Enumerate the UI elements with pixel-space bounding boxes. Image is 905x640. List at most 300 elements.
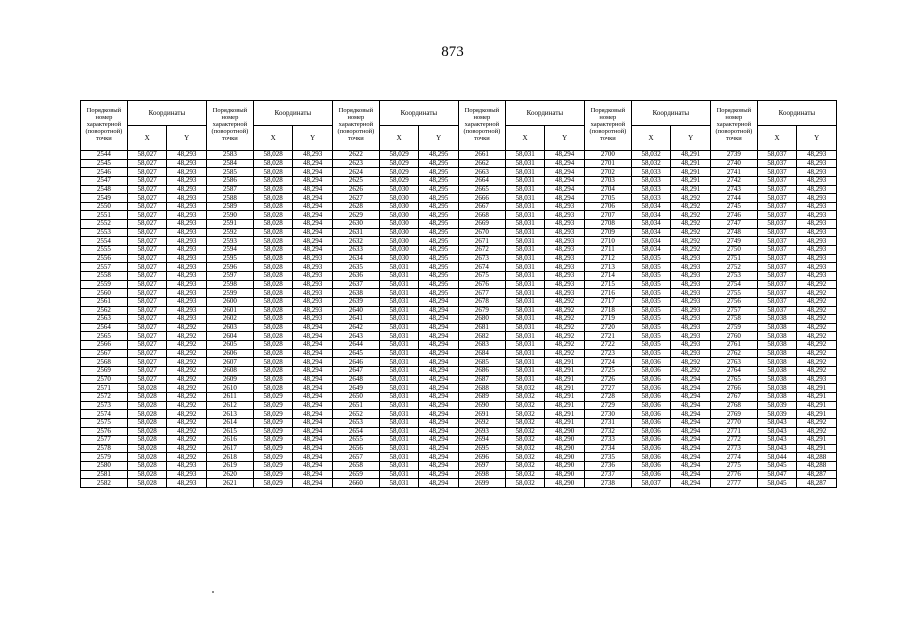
- point-number-cell: 2675: [458, 271, 505, 280]
- x-cell: 58,031: [505, 228, 545, 237]
- y-cell: 48,294: [419, 375, 459, 384]
- y-cell: 48,293: [167, 185, 207, 194]
- y-header: Y: [671, 126, 711, 151]
- x-cell: 58,031: [505, 341, 545, 350]
- y-cell: 48,294: [293, 418, 333, 427]
- point-number-cell: 2699: [458, 479, 505, 488]
- x-cell: 58,036: [631, 427, 671, 436]
- table-row: [81, 220, 837, 229]
- y-cell: 48,293: [167, 306, 207, 315]
- x-cell: 58,037: [757, 289, 797, 298]
- point-number-cell: 2744: [710, 194, 757, 203]
- y-cell: 48,295: [419, 263, 459, 272]
- y-cell: 48,292: [797, 427, 837, 436]
- x-cell: 58,030: [379, 211, 419, 220]
- point-number-cell: 2556: [81, 254, 128, 263]
- y-cell: 48,292: [797, 306, 837, 315]
- x-cell: 58,038: [757, 375, 797, 384]
- point-number-cell: 2593: [206, 237, 253, 246]
- point-number-cell: 2582: [81, 479, 128, 488]
- point-number-cell: 2692: [458, 418, 505, 427]
- y-cell: 48,294: [545, 194, 585, 203]
- x-cell: 58,027: [127, 280, 167, 289]
- y-cell: 48,293: [671, 349, 711, 358]
- point-number-cell: 2622: [332, 151, 379, 160]
- x-cell: 58,031: [505, 159, 545, 168]
- y-cell: 48,294: [419, 427, 459, 436]
- point-number-cell: 2728: [584, 392, 631, 401]
- y-cell: 48,294: [671, 444, 711, 453]
- y-cell: 48,294: [293, 375, 333, 384]
- point-number-cell: 2546: [81, 168, 128, 177]
- y-cell: 48,292: [167, 401, 207, 410]
- y-cell: 48,293: [671, 306, 711, 315]
- point-number-cell: 2653: [332, 418, 379, 427]
- y-cell: 48,294: [671, 453, 711, 462]
- y-cell: 48,294: [419, 470, 459, 479]
- x-cell: 58,029: [253, 427, 293, 436]
- point-number-cell: 2555: [81, 246, 128, 255]
- point-number-cell: 2646: [332, 358, 379, 367]
- y-cell: 48,294: [419, 392, 459, 401]
- point-number-cell: 2563: [81, 315, 128, 324]
- x-cell: 58,031: [379, 462, 419, 471]
- point-number-cell: 2551: [81, 211, 128, 220]
- point-number-cell: 2560: [81, 289, 128, 298]
- y-cell: 48,291: [797, 436, 837, 445]
- y-cell: 48,295: [419, 246, 459, 255]
- y-cell: 48,293: [797, 151, 837, 160]
- point-number-cell: 2703: [584, 176, 631, 185]
- point-number-cell: 2636: [332, 271, 379, 280]
- x-cell: 58,036: [631, 410, 671, 419]
- point-number-cell: 2731: [584, 418, 631, 427]
- point-number-cell: 2669: [458, 220, 505, 229]
- point-number-cell: 2651: [332, 401, 379, 410]
- x-cell: 58,037: [757, 185, 797, 194]
- table-row: [81, 427, 837, 436]
- point-number-cell: 2632: [332, 237, 379, 246]
- y-cell: 48,291: [545, 358, 585, 367]
- x-cell: 58,028: [127, 453, 167, 462]
- point-number-cell: 2732: [584, 427, 631, 436]
- y-cell: 48,295: [419, 168, 459, 177]
- point-number-cell: 2649: [332, 384, 379, 393]
- y-cell: 48,293: [797, 220, 837, 229]
- point-number-cell: 2722: [584, 341, 631, 350]
- y-cell: 48,294: [419, 384, 459, 393]
- point-number-cell: 2599: [206, 289, 253, 298]
- x-cell: 58,030: [379, 237, 419, 246]
- y-cell: 48,293: [167, 151, 207, 160]
- y-cell: 48,292: [671, 220, 711, 229]
- table-row: [81, 436, 837, 445]
- point-number-cell: 2544: [81, 151, 128, 160]
- point-number-cell: 2774: [710, 453, 757, 462]
- point-number-cell: 2756: [710, 297, 757, 306]
- point-number-cell: 2687: [458, 375, 505, 384]
- x-header: X: [127, 126, 167, 151]
- x-cell: 58,031: [379, 392, 419, 401]
- x-cell: 58,031: [379, 436, 419, 445]
- point-number-cell: 2682: [458, 332, 505, 341]
- x-cell: 58,032: [505, 418, 545, 427]
- y-cell: 48,294: [293, 410, 333, 419]
- y-cell: 48,292: [671, 237, 711, 246]
- point-number-cell: 2569: [81, 367, 128, 376]
- point-number-cell: 2561: [81, 297, 128, 306]
- table-row: [81, 159, 837, 168]
- point-number-cell: 2691: [458, 410, 505, 419]
- x-cell: 58,035: [631, 323, 671, 332]
- x-cell: 58,031: [379, 263, 419, 272]
- x-cell: 58,037: [757, 271, 797, 280]
- point-number-cell: 2624: [332, 168, 379, 177]
- y-cell: 48,294: [671, 375, 711, 384]
- y-cell: 48,287: [797, 479, 837, 488]
- x-cell: 58,028: [253, 263, 293, 272]
- x-cell: 58,027: [127, 323, 167, 332]
- point-number-cell: 2611: [206, 392, 253, 401]
- y-cell: 48,294: [419, 453, 459, 462]
- x-cell: 58,027: [127, 176, 167, 185]
- x-cell: 58,029: [253, 418, 293, 427]
- y-cell: 48,291: [797, 444, 837, 453]
- x-cell: 58,035: [631, 280, 671, 289]
- point-number-cell: 2664: [458, 176, 505, 185]
- point-number-cell: 2754: [710, 280, 757, 289]
- point-number-cell: 2628: [332, 202, 379, 211]
- y-cell: 48,292: [671, 202, 711, 211]
- y-cell: 48,292: [797, 332, 837, 341]
- point-number-cell: 2584: [206, 159, 253, 168]
- point-number-cell: 2696: [458, 453, 505, 462]
- point-number-cell: 2750: [710, 246, 757, 255]
- point-number-cell: 2700: [584, 151, 631, 160]
- point-number-cell: 2749: [710, 237, 757, 246]
- point-number-cell: 2724: [584, 358, 631, 367]
- x-cell: 58,031: [379, 427, 419, 436]
- x-cell: 58,036: [631, 436, 671, 445]
- x-cell: 58,036: [631, 375, 671, 384]
- point-number-cell: 2637: [332, 280, 379, 289]
- point-number-cell: 2714: [584, 271, 631, 280]
- coordinates-header: Координаты: [505, 101, 584, 126]
- point-number-cell: 2626: [332, 185, 379, 194]
- y-cell: 48,293: [167, 159, 207, 168]
- y-cell: 48,294: [419, 444, 459, 453]
- point-number-cell: 2574: [81, 410, 128, 419]
- x-cell: 58,027: [127, 332, 167, 341]
- y-cell: 48,293: [545, 220, 585, 229]
- y-cell: 48,291: [545, 367, 585, 376]
- y-cell: 48,293: [545, 289, 585, 298]
- point-number-cell: 2579: [81, 453, 128, 462]
- point-number-cell: 2775: [710, 462, 757, 471]
- y-header: Y: [293, 126, 333, 151]
- x-cell: 58,027: [127, 159, 167, 168]
- point-number-cell: 2686: [458, 367, 505, 376]
- point-number-cell: 2711: [584, 246, 631, 255]
- x-cell: 58,027: [127, 263, 167, 272]
- point-number-cell: 2748: [710, 228, 757, 237]
- x-cell: 58,032: [631, 159, 671, 168]
- y-cell: 48,288: [797, 453, 837, 462]
- table-row: [81, 228, 837, 237]
- y-cell: 48,292: [167, 453, 207, 462]
- point-number-cell: 2759: [710, 323, 757, 332]
- y-cell: 48,293: [671, 332, 711, 341]
- y-cell: 48,294: [293, 470, 333, 479]
- y-cell: 48,294: [419, 410, 459, 419]
- x-cell: 58,028: [253, 246, 293, 255]
- x-cell: 58,031: [379, 444, 419, 453]
- point-number-cell: 2746: [710, 211, 757, 220]
- point-number-cell: 2659: [332, 470, 379, 479]
- x-cell: 58,028: [127, 479, 167, 488]
- x-cell: 58,031: [505, 358, 545, 367]
- y-cell: 48,292: [167, 358, 207, 367]
- y-cell: 48,294: [671, 410, 711, 419]
- x-cell: 58,031: [379, 341, 419, 350]
- x-cell: 58,036: [631, 453, 671, 462]
- x-cell: 58,039: [757, 401, 797, 410]
- point-number-cell: 2565: [81, 332, 128, 341]
- x-cell: 58,029: [379, 176, 419, 185]
- y-cell: 48,295: [419, 220, 459, 229]
- point-number-cell: 2755: [710, 289, 757, 298]
- point-number-cell: 2620: [206, 470, 253, 479]
- y-cell: 48,294: [671, 462, 711, 471]
- point-number-cell: 2698: [458, 470, 505, 479]
- table-row: [81, 358, 837, 367]
- x-cell: 58,039: [757, 410, 797, 419]
- point-number-cell: 2726: [584, 375, 631, 384]
- y-cell: 48,293: [293, 306, 333, 315]
- x-cell: 58,027: [127, 367, 167, 376]
- table-row: [81, 254, 837, 263]
- y-cell: 48,292: [167, 392, 207, 401]
- y-cell: 48,293: [671, 254, 711, 263]
- point-number-cell: 2614: [206, 418, 253, 427]
- y-header: Y: [167, 126, 207, 151]
- x-cell: 58,037: [757, 228, 797, 237]
- point-number-cell: 2740: [710, 159, 757, 168]
- x-cell: 58,037: [757, 280, 797, 289]
- point-number-cell: 2709: [584, 228, 631, 237]
- point-number-cell: 2568: [81, 358, 128, 367]
- y-cell: 48,290: [545, 470, 585, 479]
- y-cell: 48,294: [293, 349, 333, 358]
- x-cell: 58,031: [379, 479, 419, 488]
- y-cell: 48,293: [167, 289, 207, 298]
- point-number-header: Порядковый номер характерной (поворотной) точки: [206, 101, 253, 151]
- point-number-cell: 2640: [332, 306, 379, 315]
- point-number-cell: 2601: [206, 306, 253, 315]
- point-number-cell: 2650: [332, 392, 379, 401]
- point-number-cell: 2705: [584, 194, 631, 203]
- table-row: [81, 375, 837, 384]
- point-number-cell: 2736: [584, 462, 631, 471]
- x-cell: 58,032: [505, 453, 545, 462]
- table-row: [81, 444, 837, 453]
- point-number-cell: 2771: [710, 427, 757, 436]
- y-cell: 48,292: [545, 341, 585, 350]
- x-cell: 58,031: [505, 375, 545, 384]
- x-cell: 58,029: [253, 436, 293, 445]
- x-cell: 58,032: [505, 436, 545, 445]
- table-row: [81, 341, 837, 350]
- point-number-cell: 2655: [332, 436, 379, 445]
- y-cell: 48,293: [797, 194, 837, 203]
- y-cell: 48,294: [293, 202, 333, 211]
- table-row: [81, 323, 837, 332]
- point-number-cell: 2609: [206, 375, 253, 384]
- y-cell: 48,294: [293, 444, 333, 453]
- y-cell: 48,291: [671, 151, 711, 160]
- x-cell: 58,032: [505, 392, 545, 401]
- point-number-cell: 2617: [206, 444, 253, 453]
- x-cell: 58,029: [253, 470, 293, 479]
- y-cell: 48,293: [545, 271, 585, 280]
- y-cell: 48,293: [293, 297, 333, 306]
- x-header: X: [757, 126, 797, 151]
- y-cell: 48,294: [671, 436, 711, 445]
- point-number-cell: 2587: [206, 185, 253, 194]
- point-number-cell: 2559: [81, 280, 128, 289]
- y-cell: 48,294: [545, 151, 585, 160]
- x-cell: 58,028: [127, 392, 167, 401]
- y-cell: 48,292: [167, 436, 207, 445]
- x-cell: 58,031: [379, 349, 419, 358]
- y-cell: 48,294: [293, 479, 333, 488]
- x-cell: 58,031: [379, 289, 419, 298]
- table-row: [81, 168, 837, 177]
- point-number-cell: 2548: [81, 185, 128, 194]
- y-cell: 48,293: [293, 271, 333, 280]
- point-number-cell: 2708: [584, 220, 631, 229]
- y-cell: 48,292: [167, 375, 207, 384]
- point-number-cell: 2549: [81, 194, 128, 203]
- coordinates-table: [80, 100, 837, 488]
- y-cell: 48,294: [293, 401, 333, 410]
- y-cell: 48,292: [797, 358, 837, 367]
- x-cell: 58,031: [505, 332, 545, 341]
- point-number-cell: 2550: [81, 202, 128, 211]
- y-cell: 48,293: [293, 280, 333, 289]
- y-cell: 48,291: [797, 384, 837, 393]
- x-cell: 58,032: [505, 410, 545, 419]
- point-number-cell: 2596: [206, 263, 253, 272]
- coordinates-header: Координаты: [631, 101, 710, 126]
- point-number-cell: 2693: [458, 427, 505, 436]
- x-cell: 58,028: [127, 384, 167, 393]
- point-number-cell: 2733: [584, 436, 631, 445]
- x-cell: 58,028: [127, 410, 167, 419]
- y-cell: 48,292: [167, 349, 207, 358]
- x-cell: 58,031: [505, 280, 545, 289]
- x-cell: 58,036: [631, 462, 671, 471]
- y-cell: 48,292: [671, 228, 711, 237]
- point-number-cell: 2676: [458, 280, 505, 289]
- y-cell: 48,291: [671, 159, 711, 168]
- y-cell: 48,294: [293, 185, 333, 194]
- y-cell: 48,293: [167, 194, 207, 203]
- x-cell: 58,037: [757, 263, 797, 272]
- y-cell: 48,291: [671, 185, 711, 194]
- point-number-cell: 2567: [81, 349, 128, 358]
- point-number-cell: 2734: [584, 444, 631, 453]
- y-cell: 48,292: [545, 306, 585, 315]
- y-cell: 48,294: [293, 367, 333, 376]
- y-header: Y: [419, 126, 459, 151]
- x-cell: 58,031: [505, 271, 545, 280]
- point-number-cell: 2570: [81, 375, 128, 384]
- y-cell: 48,294: [419, 332, 459, 341]
- point-number-cell: 2768: [710, 401, 757, 410]
- point-number-cell: 2585: [206, 168, 253, 177]
- point-number-cell: 2770: [710, 418, 757, 427]
- y-cell: 48,292: [797, 315, 837, 324]
- point-number-cell: 2712: [584, 254, 631, 263]
- point-number-cell: 2735: [584, 453, 631, 462]
- y-cell: 48,294: [293, 332, 333, 341]
- x-cell: 58,032: [505, 384, 545, 393]
- point-number-cell: 2613: [206, 410, 253, 419]
- x-cell: 58,028: [253, 384, 293, 393]
- x-cell: 58,028: [127, 401, 167, 410]
- x-cell: 58,043: [757, 444, 797, 453]
- x-cell: 58,031: [379, 453, 419, 462]
- table-row: [81, 263, 837, 272]
- y-cell: 48,292: [797, 349, 837, 358]
- x-cell: 58,030: [379, 220, 419, 229]
- point-number-cell: 2720: [584, 323, 631, 332]
- point-number-cell: 2718: [584, 306, 631, 315]
- x-cell: 58,044: [757, 453, 797, 462]
- point-number-cell: 2552: [81, 220, 128, 229]
- x-cell: 58,031: [379, 358, 419, 367]
- y-cell: 48,292: [797, 418, 837, 427]
- point-number-cell: 2752: [710, 263, 757, 272]
- y-cell: 48,293: [167, 246, 207, 255]
- y-cell: 48,294: [293, 194, 333, 203]
- point-number-cell: 2739: [710, 151, 757, 160]
- point-number-cell: 2706: [584, 202, 631, 211]
- y-cell: 48,287: [797, 470, 837, 479]
- x-cell: 58,031: [505, 349, 545, 358]
- y-cell: 48,293: [671, 323, 711, 332]
- x-cell: 58,035: [631, 332, 671, 341]
- y-cell: 48,292: [167, 410, 207, 419]
- y-cell: 48,293: [671, 263, 711, 272]
- x-cell: 58,030: [379, 202, 419, 211]
- x-cell: 58,043: [757, 436, 797, 445]
- point-number-cell: 2683: [458, 341, 505, 350]
- point-number-cell: 2629: [332, 211, 379, 220]
- x-cell: 58,028: [253, 289, 293, 298]
- point-number-cell: 2769: [710, 410, 757, 419]
- point-number-cell: 2575: [81, 418, 128, 427]
- x-cell: 58,036: [631, 358, 671, 367]
- y-cell: 48,292: [167, 418, 207, 427]
- y-cell: 48,294: [293, 453, 333, 462]
- x-cell: 58,027: [127, 220, 167, 229]
- point-number-cell: 2704: [584, 185, 631, 194]
- y-cell: 48,293: [167, 271, 207, 280]
- x-cell: 58,031: [379, 410, 419, 419]
- y-cell: 48,293: [167, 315, 207, 324]
